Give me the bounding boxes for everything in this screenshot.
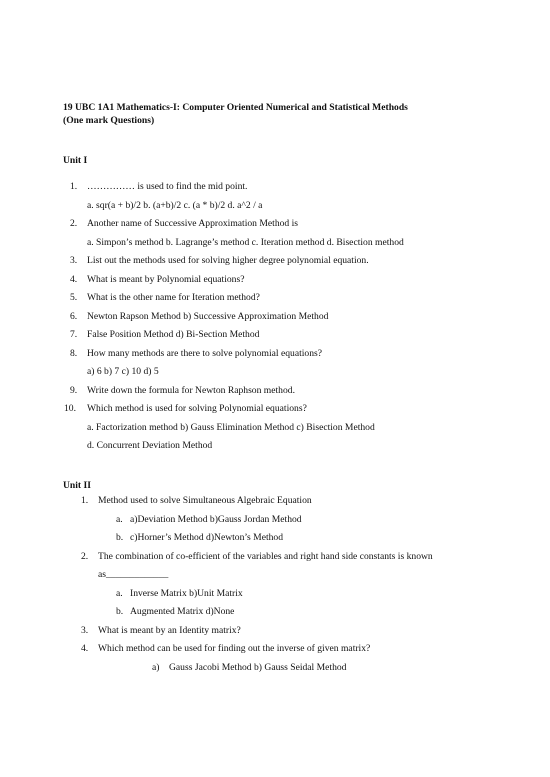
question-text: How many methods are there to solve polynomial equations? bbox=[87, 348, 322, 359]
question-text: Which method can be used for finding out the inverse of given matrix? bbox=[98, 643, 371, 654]
answer-options: a) 6 b) 7 c) 10 d) 5 bbox=[87, 366, 159, 377]
question-text: Another name of Successive Approximation Method is bbox=[87, 218, 299, 229]
unit2-heading: Unit II bbox=[63, 480, 91, 491]
q-number: 6. bbox=[70, 311, 78, 322]
q-number: 2. bbox=[81, 551, 89, 562]
answer-options: d. Concurrent Deviation Method bbox=[87, 440, 213, 451]
question-text: …………… is used to find the mid point. bbox=[87, 181, 248, 192]
option-letter: b. bbox=[116, 532, 124, 543]
q-number: 10. bbox=[64, 403, 76, 414]
document-subtitle: (One mark Questions) bbox=[63, 115, 155, 126]
unit1-heading: Unit I bbox=[63, 155, 88, 166]
document-title: 19 UBC 1A1 Mathematics-I: Computer Oriented Numerical and Statistical Methods bbox=[63, 102, 408, 113]
q-number: 1. bbox=[81, 495, 89, 506]
q-number: 1. bbox=[70, 181, 78, 192]
option-letter: a. bbox=[116, 514, 123, 525]
question-text: Newton Rapson Method b) Successive Approximation Method bbox=[87, 311, 329, 322]
option-text: a)Deviation Method b)Gauss Jordan Method bbox=[130, 514, 302, 525]
option-letter: b. bbox=[116, 606, 124, 617]
q-number: 3. bbox=[70, 255, 78, 266]
q-number: 8. bbox=[70, 348, 78, 359]
answer-options: a. sqr(a + b)/2 b. (a+b)/2 c. (a * b)/2 d. a^2 / a bbox=[87, 200, 263, 211]
question-text: The combination of co-efficient of the variables and right hand side constants is known bbox=[98, 551, 433, 562]
question-text: List out the methods used for solving higher degree polynomial equation. bbox=[87, 255, 369, 266]
answer-options: a. Factorization method b) Gauss Elimination Method c) Bisection Method bbox=[87, 422, 375, 433]
option-letter: a) bbox=[152, 662, 160, 673]
option-letter: a. bbox=[116, 588, 123, 599]
option-text: Inverse Matrix b)Unit Matrix bbox=[130, 588, 243, 599]
option-text: Augmented Matrix d)None bbox=[130, 606, 235, 617]
question-continuation: as_____________ bbox=[98, 569, 169, 580]
question-text: What is meant by Polynomial equations? bbox=[87, 274, 245, 285]
answer-options: a. Simpon’s method b. Lagrange’s method c. Iteration method d. Bisection method bbox=[87, 237, 404, 248]
option-text: c)Horner’s Method d)Newton’s Method bbox=[130, 532, 284, 543]
q-number: 2. bbox=[70, 218, 78, 229]
question-text: Method used to solve Simultaneous Algebraic Equation bbox=[98, 495, 312, 506]
question-text: Write down the formula for Newton Raphson method. bbox=[87, 385, 295, 396]
q-number: 3. bbox=[81, 625, 89, 636]
question-text: Which method is used for solving Polynomial equations? bbox=[87, 403, 307, 414]
q-number: 4. bbox=[70, 274, 78, 285]
question-text: What is meant by an Identity matrix? bbox=[98, 625, 241, 636]
question-text: False Position Method d) Bi-Section Method bbox=[87, 329, 260, 340]
q-number: 7. bbox=[70, 329, 78, 340]
q-number: 4. bbox=[81, 643, 89, 654]
q-number: 5. bbox=[70, 292, 78, 303]
option-text: Gauss Jacobi Method b) Gauss Seidal Method bbox=[169, 662, 347, 673]
q-number: 9. bbox=[70, 385, 78, 396]
question-text: What is the other name for Iteration method? bbox=[87, 292, 260, 303]
